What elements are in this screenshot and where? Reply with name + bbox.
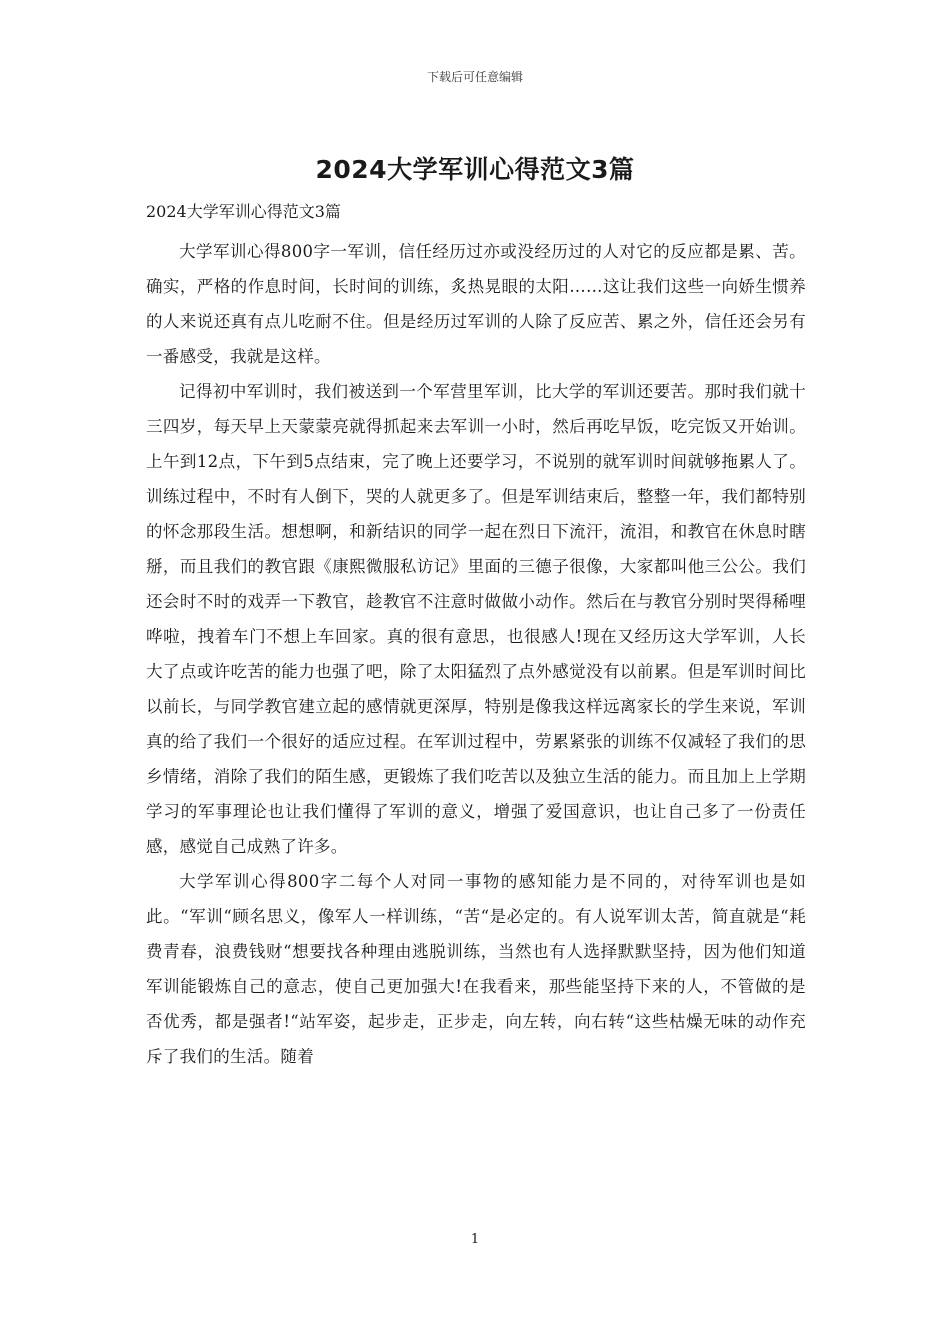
document-subtitle: 2024大学军训心得范文3篇 (146, 202, 341, 221)
header-note: 下载后可任意编辑 (426, 70, 523, 84)
page-number: 1 (470, 1232, 480, 1247)
paragraph: 大学军训心得800字一军训，信任经历过亦或没经历过的人对它的反应都是累、苦。确实，严格的作息时间，长时间的训练，炙热晃眼的太阳……这让我们这些一向娇生惯养的人来说还真有点儿吃耐不住。但是经历过军训的人除了反应苦、累之外，信任还会另有一番感受，我就是这样。 (146, 242, 806, 366)
paragraph: 记得初中军训时，我们被送到一个军营里军训，比大学的军训还要苦。那时我们就十三四岁，每天早上天蒙蒙亮就得抓起来去军训一小时，然后再吃早饭，吃完饭又开始训。上午到12点，下午到5点结束，完了晚上还要学习，不说别的就军训时间就够拖累人了。训练过程中，不时有人倒下，哭的人就更多了。但是军训结束后，整整一年，我们都特别的怀念那段生活。想想啊，和新结识的同学一起在烈日下流汗，流泪，和教官在休息时瞎掰，而且我们的教官跟《康熙微服私访记》里面的三德子很像，大家都叫他三公公。我们还会时不时的戏弄一下教官，趁教官不注意时做做小动作。然后在与教官分别时哭得稀哩哗啦，拽着车门不想上车回家。真的很有意思，也很感人!现在又经历这大学军训，人长大了点或许吃苦的能力也强了吧，除了太阳猛烈了点外感觉没有以前累。但是军训时间比以前长，与同学教官建立起的感情就更深厚，特别是像我这样远离家长的学生来说，军训真的给了我们一个很好的适应过程。在军训过程中，劳累紧张的训练不仅减轻了我们的思乡情绪，消除了我们的陌生感，更锻炼了我们吃苦以及独立生活的能力。而且加上上学期学习的军事理论也让我们懂得了军训的意义，增强了爱国意识，也让自己多了一份责任感，感觉自己成熟了许多。 (146, 382, 806, 856)
paragraph: 大学军训心得800字二每个人对同一事物的感知能力是不同的，对待军训也是如此。“军训“顾名思义，像军人一样训练，“苦“是必定的。有人说军训太苦，简直就是“耗费青春，浪费钱财“想要找各种理由逃脱训练，当然也有人选择默默坚持，因为他们知道军训能锻炼自己的意志，使自己更加强大!在我看来，那些能坚持下来的人，不管做的是否优秀，都是强者!“站军姿，起步走，正步走，向左转，向右转“这些枯燥无味的动作充斥了我们的生活。随着 (146, 872, 806, 1066)
document-title: 2024大学军训心得范文3篇 (315, 155, 635, 184)
document-body (146, 234, 806, 1074)
